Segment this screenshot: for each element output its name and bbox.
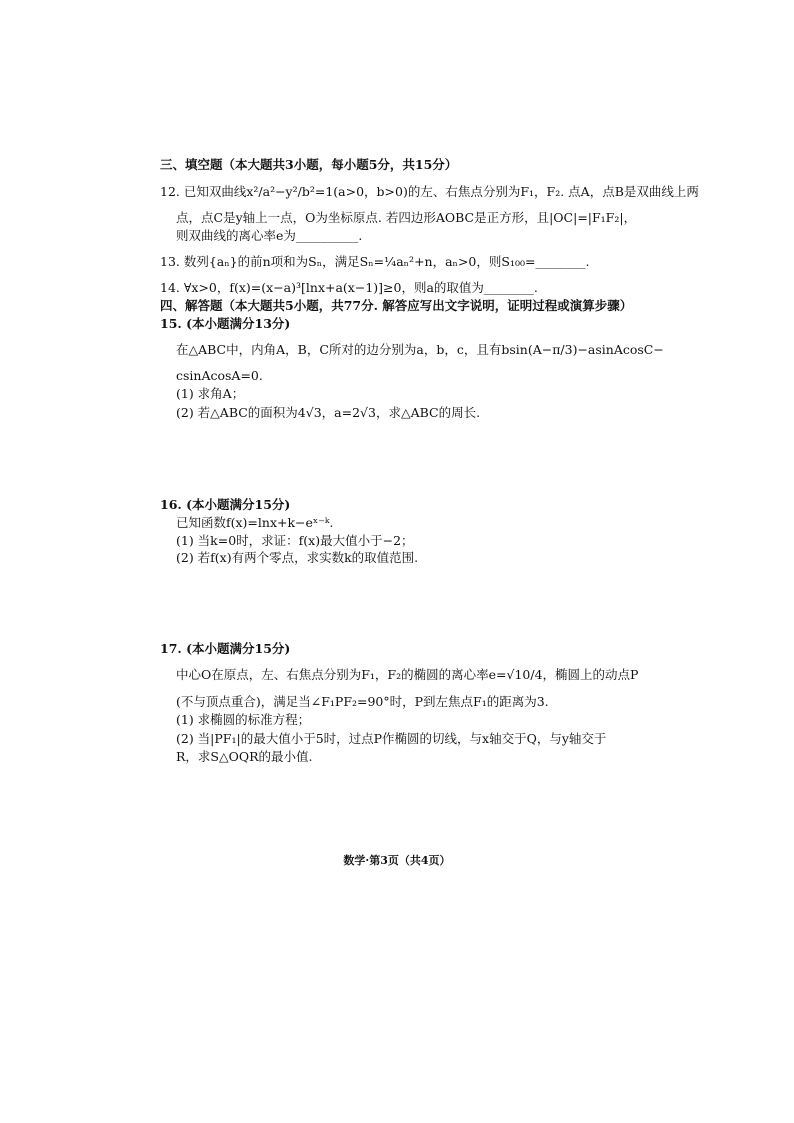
q16-part-2: (2) 若f(x)有两个零点，求实数k的取值范围. bbox=[176, 550, 419, 565]
q17-part-2-cont: R，求S△OQR的最小值. bbox=[176, 749, 313, 764]
q12-line-1 bbox=[160, 184, 699, 200]
q15-line-2: csinAcosA=0. bbox=[176, 368, 263, 383]
q12-line-2: 点，点C是y轴上一点，O为坐标原点. 若四边形AOBC是正方形，且|OC|=|F₁F₂|， bbox=[176, 210, 637, 225]
q15-part-2: (2) 若△ABC的面积为4√3，a=2√3，求△ABC的周长. bbox=[176, 405, 481, 420]
q13-text: 13. 数列{aₙ}的前n项和为Sₙ，满足Sₙ=¼aₙ²+n，aₙ>0，则S₁₀₀=________. bbox=[160, 254, 590, 269]
q12-line-3: 则双曲线的离心率e为__________. bbox=[176, 228, 363, 243]
q17-part-1: (1) 求椭圆的标准方程； bbox=[176, 712, 311, 727]
q16-line-1: 已知函数f(x)=lnx+k−eˣ⁻ᵏ. bbox=[176, 515, 334, 530]
page-footer: 数学·第3页（共4页） bbox=[343, 854, 451, 867]
q15-part-1: (1) 求角A； bbox=[176, 386, 245, 401]
q17-line-2: (不与顶点重合)，满足当∠F₁PF₂=90°时，P到左焦点F₁的距离为3. bbox=[176, 694, 549, 709]
q15-title: 15. (本小题满分13分) bbox=[160, 316, 291, 331]
q14-text: 14. ∀x>0，f(x)=(x−a)³[lnx+a(x−1)]≥0，则a的取值为________. bbox=[160, 280, 538, 295]
section-3-header: 三、填空题（本大题共3小题，每小题5分，共15分） bbox=[160, 157, 458, 172]
section-4-header: 四、解答题（本大题共5小题，共77分. 解答应写出文字说明，证明过程或演算步骤） bbox=[160, 298, 633, 313]
q17-part-2: (2) 当|PF₁|的最大值小于5时，过点P作椭圆的切线，与x轴交于Q，与y轴交于 bbox=[176, 731, 607, 746]
q16-title: 16. (本小题满分15分) bbox=[160, 497, 291, 512]
q15-line-1: 在△ABC中，内角A，B，C所对的边分别为a，b，c，且有bsin(A−π/3)−asinAcosC− bbox=[176, 342, 664, 357]
q17-title: 17. (本小题满分15分) bbox=[160, 641, 291, 656]
q16-part-1: (1) 当k=0时，求证：f(x)最大值小于−2； bbox=[176, 533, 414, 548]
q12-line-1-text: 12. 已知双曲线x²/a²−y²/b²=1(a>0，b>0)的左、右焦点分别为F₁，F₂. 点A，点B是双曲线上两 bbox=[160, 184, 699, 199]
q17-line-1: 中心O在原点，左、右焦点分别为F₁，F₂的椭圆的离心率e=√10/4，椭圆上的动点P bbox=[176, 667, 639, 682]
